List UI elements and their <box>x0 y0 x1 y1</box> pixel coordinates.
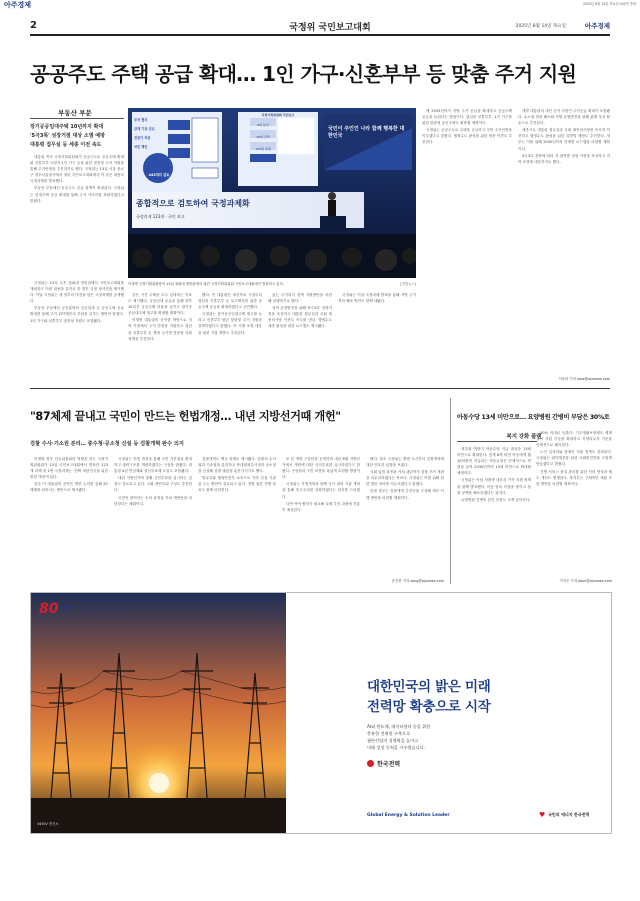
story-three-paragraph: 요양병원 간병비 본인 부담도 크게 낮아진다. <box>461 497 531 502</box>
board-row: 123대 과제 <box>255 147 271 151</box>
story-two-paragraph: 국정위는 헌법 개정을 통해 국민 기본권을 확대하고 권력구조를 개편하겠다는 구상을 밝혔다. 대통령 4년 연임제와 결선투표제 도입도 포함됐다. <box>114 457 192 474</box>
ad-photo <box>31 593 286 833</box>
story-two-headline: "87체제 끝내고 국민이 만드는 헌법개정… 내년 지방선거때 개헌" <box>30 410 341 423</box>
lead-byline: 이소라 기자 sora@ajunews.com <box>558 377 610 381</box>
stats-label: 국민 제안 <box>134 145 148 149</box>
story-two-column <box>30 456 108 584</box>
lead-column <box>30 280 124 380</box>
ad-headline-line: 전력망 확충으로 시작 <box>367 699 491 715</box>
story-three-dept: 복지 강화 플랜 <box>506 434 542 440</box>
lead-paragraph: 국정위는 장기공공임대주택 재고를 늘리고 신혼부부·청년 맞춤형 주거 지원을 강화하겠다고 밝혔다. 또 지방 소멸 대응을 위한 거점 개발도 추진된다. <box>198 312 262 335</box>
story-two-paragraph: 국회 입법 과정을 거쳐 내년까지 검찰 조직 개편을 마무리하겠다는 목표다. 국정위는 이를 위해 관련 법안 처리를 서두르겠다고 밝혔다. <box>366 470 444 487</box>
lead-paragraph: 에 2035년까지 지방 주거 공급을 확대하고 공공주택 공급을 늘린다는 방침이다. 청년과 신혼부부, 1인 가구를 위한 맞춤형 공공주택도 확충할 예정이다. <box>422 109 512 126</box>
ad-footer-text: 국민의 에너지 한국전력 <box>548 812 590 817</box>
lead-column <box>198 292 262 382</box>
lead-paragraph: 했다. 이 대통령은 대선후보 시절부터 청년과 신혼부부 등 무주택자를 위한 공공주택 공급을 확대하겠다고 공언했다. <box>198 293 262 310</box>
lead-paragraph: 5극3특 전략에 따라 각 권역별 성장 거점을 육성하고 지역 소멸에 대응하기로 했다. <box>518 153 610 164</box>
ad-footer-brand <box>539 809 605 821</box>
lead-column <box>422 108 512 380</box>
board-top: 국정기획위원회 국민보고 <box>261 113 295 117</box>
board-row: 20대 전략 <box>256 135 270 139</box>
masthead-logo: 아주경제 <box>4 0 32 9</box>
lead-subhead: 장기공공임대주택 10년까지 확대 <box>30 124 104 130</box>
lead-subhead: 대통령 집무실 등 세종 이전 속도 <box>30 142 102 148</box>
stage-sub: 국정과제 123개 · 국민 보고 <box>136 214 185 219</box>
photo-credit: [연합뉴스] <box>380 281 416 286</box>
lead-paragraph: 부동산 부문에선 공공분양과 공공임대 등 공공주택 공급 확대를 통해 주거 취약계층의 부담을 낮추는 방안이 담겼다. 1인 가구와 신혼부부 맞춤형 지원도 포함됐다. <box>30 306 124 323</box>
dept-rule <box>30 118 124 119</box>
story-three-paragraph: 국정위는 이날 저출생 대응과 가족 지원 정책을 함께 발표했다. 아동 양육 부담을 줄이고 돌봄 공백을 해소하겠다는 취지다. <box>457 478 531 495</box>
lead-column <box>128 292 192 382</box>
ad-slogan: Global Energy & Solution Leader <box>367 813 450 818</box>
stats-label: 관계 기관 검토 <box>134 127 155 131</box>
badge-number: 80 <box>39 601 59 617</box>
story-two-paragraph: 법무부와 행정안전부 소속으로 각각 신설 기관을 두는 방안이 검토되고 있다. 경찰 권한 견제 장치도 함께 마련한다. <box>198 476 276 493</box>
ad-body-line: 첨단산업의 경쟁력을 높이고 <box>367 738 419 743</box>
section-title: 국정위 국민보고대회 <box>289 23 371 33</box>
lead-paragraph: 같은 기간 주택을 모두 임대하는 목표도 제시했다. 공공임대 공급을 통해 향후 10년간 공공주택 비율을 높이고 장기공공임대주택 재고를 확대할 계획이다. <box>128 293 192 316</box>
header-paper-name: 아주경제 <box>584 22 610 30</box>
stats-label: 부처 협의 <box>134 118 148 122</box>
lead-subhead: '5극3특' 성장거점 대상 소멸 예방 <box>30 133 105 139</box>
story-three-headline: 아동수당 13세 미만으로… 요양병원 간병비 부담은 30%로 <box>457 414 610 421</box>
story-two-column <box>282 456 360 584</box>
stats-count: 443개의 검토 <box>148 173 170 177</box>
masthead <box>0 0 640 10</box>
story-two-paragraph: 국정위는 사법개혁과 함께 국가 권력 기관 개혁을 통해 민주주의를 강화하겠다는 의지를 드러냈다. <box>282 482 360 499</box>
board-row: 6대 분야 <box>257 123 269 127</box>
story-two-paragraph: 했다. 당초 국정위는 출범 초기부터 검찰개혁에 대한 단호한 입장을 보였다. <box>366 457 444 468</box>
story-two-column <box>114 456 192 584</box>
board-rows <box>250 119 276 155</box>
lead-column <box>518 108 610 374</box>
board-main: 국민이 주인인 나라 함께 행복한 대한민국 <box>328 126 405 139</box>
story-three-byline: 이지은 기자 jieun@ajunews.com <box>559 579 612 583</box>
story-two-paragraph: 국민이 참여하는 숙의 과정을 거쳐 개헌안을 마련한다는 계획이다. <box>114 495 192 506</box>
ad-body-line: AI와 반도체, 데이터센터 등을 위한 <box>367 724 431 729</box>
ad-body <box>367 723 547 751</box>
lead-dept: 부동산 부문 <box>58 109 92 117</box>
lead-column <box>338 292 416 382</box>
issue-info: 2025년 8월 14일 목요일 002면 종합 <box>582 2 636 6</box>
lead-paragraph: 대통령 직속 국정기획위원회가 공공주도로 공공주택 확대와 신혼부부·고령자·1인 가구 등을 위한 맞춤형 주거 지원을 통해 주거안정을 추진하기로 했다. 국정위는 13일 서울 종로구 정부서울청사에서 열린 국민보고대회에서 이 같은 내용의 국정과제를 발표했다. <box>30 155 124 184</box>
lead-paragraph: 지역 균형발전을 위해 '5극3특' 성장거점을 육성하고 대통령 집무실과 국회 세종의사당 이전도 속도를 낸다. 행정수도 세종 완성을 위한 로드맵도 제시됐다. <box>268 306 332 329</box>
story-three-paragraph: 30% 이내로 낮춘다. 기초생활보장제도 생계급여 지원 기준을 확대하고 부양의무자 기준을 단계적으로 폐지한다. <box>536 431 612 448</box>
ad-headline-line: 대한민국의 밝은 미래 <box>367 679 491 695</box>
page-header <box>30 20 610 34</box>
ad-photo-note: 345kV 변전소 <box>37 822 59 826</box>
story-two-subhead: 검찰 수사·기소권 분리… 중수청·공소청 신설 등 검찰개혁 완수 의지 <box>30 441 184 447</box>
header-rule <box>30 34 610 36</box>
caption-text: 이재명 국정기획위원장이 13일 청와대 영빈관에서 열린 국정기획위원회 국민보고대회에서 발표하고 있다. <box>128 282 284 286</box>
story-three-column <box>536 430 612 576</box>
dept-rule <box>457 441 537 442</box>
lead-paragraph: 국정위는 공공주도로 주택을 공급하고 국민 주거안정을 이루겠다고 밝혔다. 행정수도 완성을 위한 세종 이전도 추진한다. <box>422 128 512 145</box>
stats-label: 전문가 자문 <box>134 136 151 140</box>
page-number: 2 <box>30 20 37 31</box>
ad-brand <box>367 759 427 769</box>
story-three-column <box>457 446 531 584</box>
story-two-column <box>366 456 444 574</box>
advertisement[interactable] <box>30 592 612 834</box>
story-two-paragraph: 다만 여야 합의가 필요해 실제 추진 과정에 진통이 예상된다. <box>282 501 360 512</box>
badge-text: 창립 80 <box>59 605 74 610</box>
story-two-paragraph: 이재명 정부 인수위원회의 역할을 하는 국정기획위원회가 13일 국민보고대회에서 발표한 123개 과제 중 1번 국정과제는 '진짜 대한민국을 위한 헌법 개정'이었다. <box>30 457 108 480</box>
story-three-paragraph: 간병 서비스 품질 관리를 위한 인력 양성과 제도 개선도 병행한다. 복지부는 구체적인 재원 조달 방안을 마련할 계획이다. <box>536 469 612 486</box>
lead-paragraph: 부동산 부문에선 공공주도 공급 정책이 확대된다. 국정위는 임대주택 공급 확대를 통해 주거 사다리를 복원하겠다고 밝혔다. <box>30 186 124 203</box>
ad-body-line: 미래 성장 동력을 키우겠습니다. <box>367 745 425 750</box>
stats-labels <box>134 116 168 152</box>
lead-paragraph: 세종시로 대통령 집무실과 국회 세종의사당을 조속히 이전하고 행정수도 완성을 위한 특별법 제정도 추진한다. 정부는 이를 위해 2030년까지 단계별 로드맵을 마련할 계획이다. <box>518 128 610 151</box>
column-divider <box>450 398 451 584</box>
ad-badge <box>39 601 79 619</box>
lead-subheads <box>30 123 124 150</box>
story-two-paragraph: 한편 정부는 검찰개혁 추진단을 구성해 세부 이행 방안을 마련할 계획이다. <box>366 489 444 500</box>
story-two-paragraph: 검찰개혁도 핵심 과제로 제시됐다. 검찰의 수사권과 기소권을 분리하고 중대범죄수사청과 공소청을 신설해 검찰 권한을 분산시키기로 했다. <box>198 457 276 474</box>
story-two-byline: 송승현 기자 song@ajunews.com <box>391 579 444 583</box>
ad-brand-name: 한국전력 <box>377 761 401 768</box>
section-rule <box>30 388 610 389</box>
heart-icon: ♥ <box>539 811 546 819</box>
lead-paragraph: 국정위는 13일 오후 청와대 영빈관에서 국민보고대회를 개최하고 이런 내용을 골자로 한 향후 국정 청사진을 제시했다. 이날 국정위는 새 정부의 비전을 담은 국정과제를 공개했다. <box>30 281 124 304</box>
stage-banner: 종합적으로 검토하여 국정과제화 <box>136 199 250 208</box>
lead-paragraph: 개발 대통령의 대선 공약 사항인 주거공급 확대가 포함됐다. 수도권 집중 해소와 지방 균형발전을 위해 관계 부처 합동으로 추진된다. <box>518 109 610 126</box>
lead-paragraph: 있는 주거복지 정책 지원방안을 마련해 실행하기로 했다. <box>268 293 332 304</box>
photo-caption <box>128 281 416 286</box>
ad-sunset-scene <box>31 593 286 833</box>
story-two-paragraph: 일부 이 대통령의 공약은 개헌 논의를 통해 87체제를 넘어서는 방안으로 제시됐다. <box>30 482 108 493</box>
story-two-paragraph: 또 한 개헌 구상안을 공개하며 내년 6월 지방선거에서 개헌에 대한 국민투표를 실시하겠다고 밝혔다. 구성원과 국민 의견을 폭넓게 수렴할 방침이다. <box>282 457 360 480</box>
header-date: 2025년 8월 14일 목요일 <box>515 24 566 29</box>
story-three-paragraph: 노인 일자리와 장애인 지원 정책도 강화된다. 국정위는 취약계층을 위한 사회안전망을 두텁게 만들겠다고 밝혔다. <box>536 450 612 467</box>
story-two-paragraph: 내년 지방선거에 맞춰 국민투표를 실시하는 일정도 검토되고 있다. 국회 개헌특위 구성도 추진한다. <box>114 476 192 493</box>
lead-paragraph: 이재명 대통령의 공약을 바탕으로 지역 거점에서 주거 안정을 지원하고 청년과 신혼부부 등 생애 주기별 맞춤형 지원 정책을 추진한다. <box>128 318 192 341</box>
story-two-column <box>198 456 276 584</box>
kepco-logo-icon <box>367 760 374 767</box>
ad-body-line: 충분한 전력망 구축으로 <box>367 731 411 736</box>
lead-headline: 공공주도 주택 공급 확대… 1인 가구·신혼부부 등 맞춤 주거 지원 <box>30 62 577 86</box>
lead-column <box>268 292 332 382</box>
lead-paragraph: 국정위는 이날 국정과제 발표를 통해 지방 주거 격차 해소 방안도 함께 내놨다. <box>338 293 416 304</box>
lead-photo <box>128 108 416 278</box>
story-three-paragraph: 정부와 여당이 아동수당 지급 대상을 13세 미만으로 확대한다. 현재 8세 미만 아동에게 월 10만원씩 지급되는 아동수당은 단계적으로 연령을 높여 2030년까지 13세 미만으로 확대될 예정이다. <box>457 447 531 476</box>
